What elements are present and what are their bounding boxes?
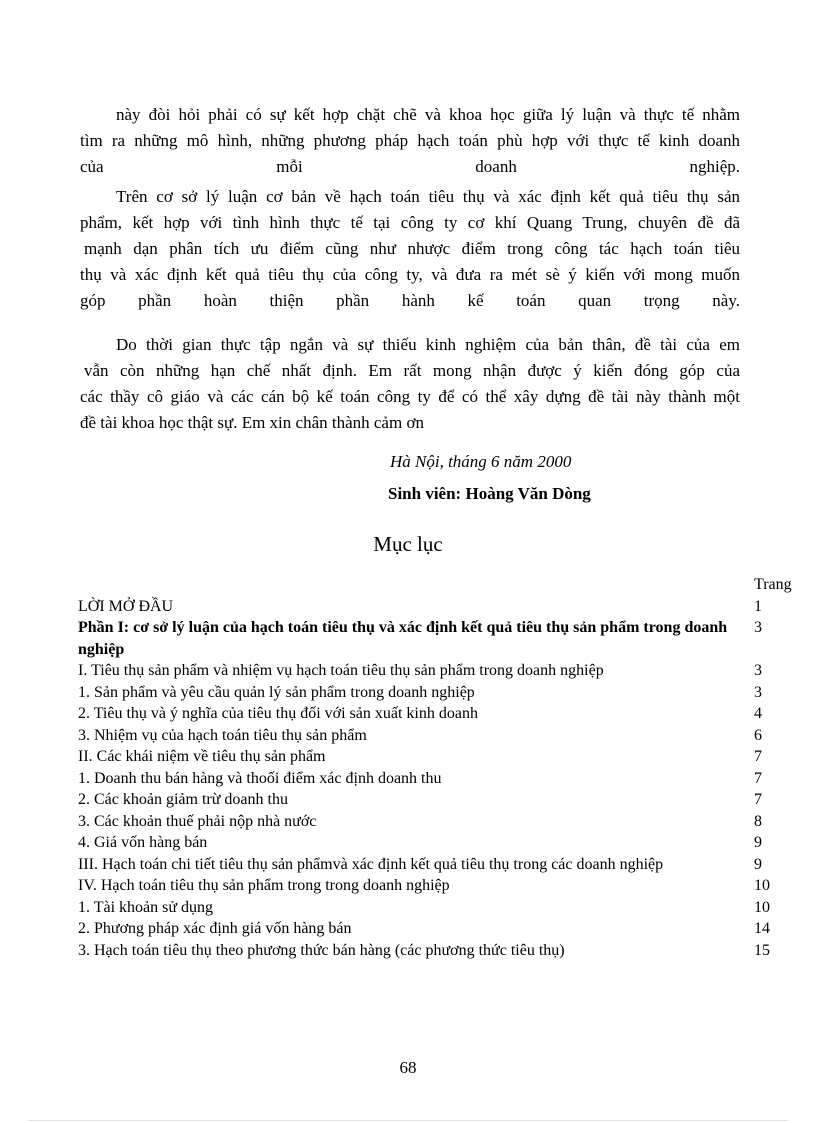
toc-title: Mục lục bbox=[373, 532, 443, 556]
text-line: Do thời gian thực tập ngắn và sự thiếu kinh nghiệm của bản thân, đề tài của em bbox=[116, 335, 740, 354]
toc-entry-title: 1. Tài khoản sử dụng bbox=[78, 898, 214, 916]
toc-entry-page: 8 bbox=[754, 812, 762, 830]
toc-entry bbox=[78, 768, 778, 790]
toc-entry-page: 9 bbox=[754, 834, 762, 851]
toc-entry-title: I. Tiêu thụ sản phẩm và nhiệm vụ hạch toán tiêu thụ sản phẩm trong doanh nghiệp bbox=[78, 662, 604, 679]
toc-entry-title: 2. Phương pháp xác định giá vốn hàng bán bbox=[78, 920, 352, 937]
toc-entry-title: II. Các khái niệm về tiêu thụ sản phẩm bbox=[78, 748, 326, 765]
toc-entry bbox=[78, 854, 778, 876]
page-number: 68 bbox=[399, 1058, 417, 1077]
toc-entry-title: 3. Hạch toán tiêu thụ theo phương thức bán hàng (các phương thức tiêu thụ) bbox=[78, 941, 565, 959]
toc-entry-page: 9 bbox=[754, 855, 762, 873]
toc-entry bbox=[78, 596, 778, 618]
text-line: thụ và xác định kết quả tiêu thụ của công ty, và đưa ra mét sè ý kiến với mong muốn bbox=[80, 265, 740, 284]
text-line: vẫn còn những hạn chế nhất định. Em rất mong nhận được ý kiến đóng góp của bbox=[84, 361, 740, 380]
toc-entry bbox=[78, 682, 778, 704]
signature-name: Sinh viên: Hoàng Văn Dòng bbox=[388, 484, 591, 503]
toc-entry bbox=[78, 875, 778, 897]
toc-page-header: Trang bbox=[754, 576, 792, 593]
toc-entries bbox=[78, 596, 778, 962]
toc-entry-page: 14 bbox=[754, 920, 770, 937]
paragraph-intro bbox=[80, 102, 740, 180]
toc-entry-title: 4. Giá vốn hàng bán bbox=[78, 834, 208, 851]
toc-entry-page: 6 bbox=[754, 726, 762, 744]
toc-entry bbox=[78, 703, 778, 725]
toc-entry bbox=[78, 918, 778, 940]
signature-date: Hà Nội, tháng 6 năm 2000 bbox=[390, 452, 572, 471]
text-line: các thầy cô giáo và các cán bộ kế toán công ty để có thể xây dựng đề tài này thành một bbox=[80, 387, 740, 406]
toc-entry-page: 1 bbox=[754, 597, 762, 615]
table-of-contents bbox=[78, 574, 792, 961]
toc-entry-title: 1. Doanh thu bán hàng và thoối điểm xác định doanh thu bbox=[78, 769, 442, 787]
toc-entry-page: 4 bbox=[754, 705, 762, 722]
toc-entry bbox=[78, 897, 778, 919]
toc-entry-page: 7 bbox=[754, 769, 762, 787]
toc-entry-title: III. Hạch toán chi tiết tiêu thụ sản phẩmvà xác định kết quả tiêu thụ trong các doanh nghiệp bbox=[78, 855, 664, 873]
paragraph-scope bbox=[80, 184, 740, 314]
toc-entry-page: 15 bbox=[754, 941, 770, 959]
toc-entry-title: 3. Các khoản thuế phải nộp nhà nước bbox=[78, 812, 317, 830]
toc-entry-title: 2. Các khoản giảm trừ doanh thu bbox=[78, 791, 288, 808]
toc-entry-page: 7 bbox=[754, 791, 762, 808]
toc-entry bbox=[78, 725, 778, 747]
text-line: phẩm, kết hợp với tình hình thực tế tại công ty cơ khí Quang Trung, chuyên đề đã bbox=[80, 213, 740, 232]
toc-entry-title: 1. Sản phẩm và yêu cầu quản lý sản phẩm trong doanh nghiệp bbox=[78, 683, 475, 701]
text-line: Trên cơ sở lý luận cơ bản về hạch toán tiêu thụ và xác định kết quả tiêu thụ sản bbox=[116, 187, 740, 206]
page-bottom-rule bbox=[28, 1120, 788, 1121]
text-line: mạnh dạn phân tích ưu điểm cũng như nhược điểm trong công tác hạch toán tiêu bbox=[84, 239, 740, 258]
toc-entry bbox=[78, 832, 778, 854]
text-line: đề tài khoa học thật sự. Em xin chân thành cảm ơn bbox=[80, 413, 424, 432]
toc-header-row bbox=[78, 574, 792, 596]
text-line: của mỗi doanh nghiệp. bbox=[80, 157, 740, 176]
toc-entry bbox=[78, 789, 778, 811]
toc-entry bbox=[78, 940, 778, 962]
toc-entry-page: 3 bbox=[754, 683, 762, 701]
toc-entry-page: 3 bbox=[754, 662, 762, 679]
toc-entry bbox=[78, 746, 778, 768]
toc-entry-page: 3 bbox=[754, 619, 762, 636]
toc-entry bbox=[78, 617, 778, 660]
toc-entry-page: 10 bbox=[754, 877, 770, 894]
toc-entry-page: 7 bbox=[754, 748, 762, 765]
toc-entry-page: 10 bbox=[754, 898, 770, 916]
toc-entry bbox=[78, 811, 778, 833]
text-line: tìm ra những mô hình, những phương pháp hạch toán phù hợp với thực tế kinh doanh bbox=[80, 131, 740, 150]
text-line: này đòi hỏi phải có sự kết hợp chặt chẽ và khoa học giữa lý luận và thực tế nhằm bbox=[116, 105, 740, 124]
paragraph-closing bbox=[80, 332, 740, 436]
toc-entry-title: IV. Hạch toán tiêu thụ sản phẩm trong trong doanh nghiệp bbox=[78, 877, 450, 894]
toc-entry-title: LỜI MỞ ĐẦU bbox=[78, 597, 174, 615]
toc-entry-title: 2. Tiêu thụ và ý nghĩa của tiêu thụ đối với sản xuất kinh doanh bbox=[78, 705, 478, 722]
toc-entry-title: 3. Nhiệm vụ của hạch toán tiêu thụ sản phẩm bbox=[78, 726, 367, 744]
toc-entry bbox=[78, 660, 778, 682]
text-line: góp phần hoàn thiện phần hành kế toán quan trọng này. bbox=[80, 291, 740, 310]
toc-entry-title: Phần I: cơ sở lý luận của hạch toán tiêu thụ và xác định kết quả tiêu thụ sản phẩm trong doanh nghiệp bbox=[78, 619, 728, 658]
